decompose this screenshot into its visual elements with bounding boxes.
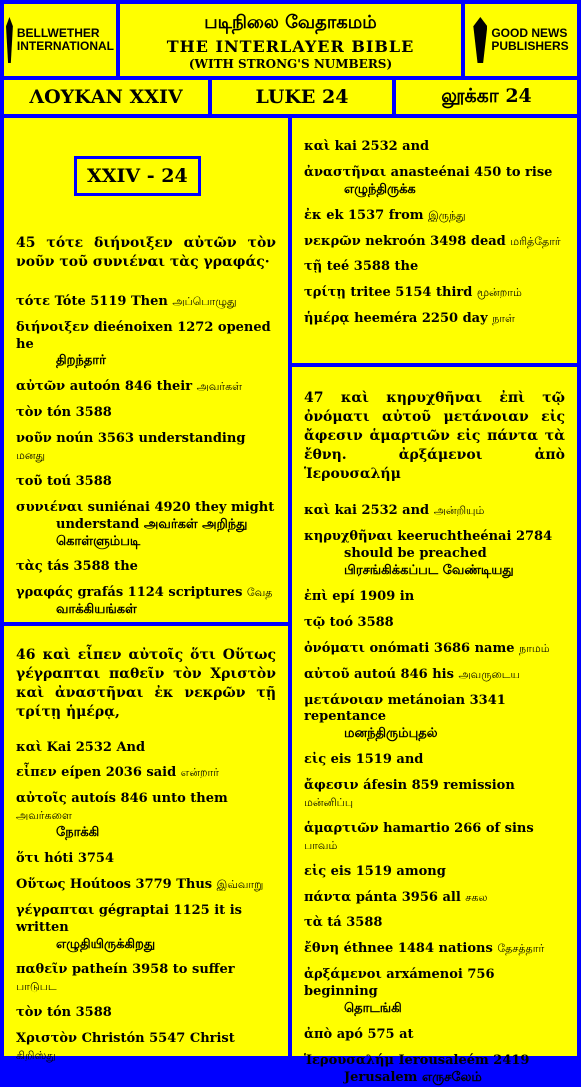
transliteration: toú 3588 [46,473,112,489]
bellwether-line1: BELLWETHER [16,26,100,41]
transliteration: arxámenoi 756 beginning [304,967,495,1000]
book-greek: ΛΟΥΚΑΝ XXIV [4,80,208,114]
verse-47-entries [304,503,565,1086]
word-entry [16,791,276,842]
word-entry [304,864,565,881]
greek-word: εἰς [304,752,327,768]
tamil-gloss: நாமம் [519,641,550,655]
greek-word: γέγραπται [16,902,95,918]
word-entry [16,379,276,396]
transliteration: grafás 1124 scriptures [77,585,243,601]
tamil-gloss: தேசத்தார் [497,942,545,956]
transliteration: tritee 5154 third [350,285,473,301]
word-entry [304,641,565,658]
gloss-continuation: understand அவர்கள் அறிந்து கொள்ளும்படி [56,516,248,549]
greek-word: τοῦ [16,473,43,489]
transliteration: keeruchtheénai 2784 [397,529,553,545]
greek-word: τὰς [16,559,43,575]
transliteration: tón 3588 [46,405,112,421]
gloss-continuation: should be preached பிரசங்கிக்கப்பட வேண்டியது [344,546,514,579]
transliteration: noún 3563 understanding [56,431,246,447]
transliteration: pánta 3956 all [355,889,461,905]
tamil-gloss: என்றார் [180,766,219,780]
greek-word: καὶ [304,503,331,519]
tamil-gloss: சகல [465,890,488,904]
greek-word: αὐτοῦ [304,666,350,682]
transliteration: Tóte 5119 Then [54,293,168,309]
panel-verse-46 [4,626,288,1063]
greek-word: εἶπεν [16,765,57,781]
gloss-continuation: எழுந்திருக்க [344,181,416,197]
transliteration: autoú 846 his [354,666,454,682]
transliteration: toó 3588 [329,614,394,630]
transliteration: eis 1519 among [330,863,446,879]
word-entry [16,474,276,491]
verse-45-text: 45 τότε διήνοιξεν αὐτῶν τὸν νοῦν τοῦ συνιέναι τὰς γραφάς· [16,235,276,270]
word-entry [16,962,276,996]
goodnews-line2: PUBLISHERS [491,39,569,53]
greek-word: ἁμαρτιῶν [304,820,379,836]
book-tamil: லூக்கா 24 [396,80,577,114]
transliteration: onómati 3686 name [369,640,515,656]
transliteration: Hoútoos 3779 Thus [69,876,213,892]
greek-word: ὅτι [16,851,40,867]
tamil-gloss: அவர்கள் [196,380,243,394]
transliteration: patheín 3958 to suffer [71,962,235,978]
bellwether-line2: INTERNATIONAL [16,39,114,53]
transliteration: hamartio 266 of sins [383,820,534,836]
transliteration: autoís 846 unto them [71,791,228,807]
greek-word: ἐπὶ [304,589,328,605]
word-entry [16,903,276,954]
transliteration: kai 2532 and [334,139,430,154]
transliteration: éthnee 1484 nations [343,941,493,957]
greek-word: αὐτῶν [16,379,66,395]
greek-word: τῷ [304,614,326,630]
word-entry [304,529,565,580]
title-english: THE INTERLAYER BIBLE [166,37,415,56]
tamil-gloss: பாடுபட [16,980,57,994]
greek-word: τότε [16,293,51,309]
greek-word: καὶ [304,139,331,154]
goodnews-logo-icon [473,17,487,63]
transliteration: tón 3588 [46,1005,112,1021]
book-english: LUKE 24 [212,80,392,114]
word-entry [16,1005,276,1022]
greek-word: καὶ [16,739,43,755]
greek-word: ὀνόματι [304,640,365,656]
transliteration: autoón 846 their [69,379,193,395]
transliteration: suniénai 4920 they might [87,499,275,515]
bellwether-logo [4,4,116,76]
word-entry [304,693,565,744]
transliteration: heeméra 2250 day [354,311,488,327]
word-entry [304,615,565,632]
transliteration: Ierousaleém 2419 [398,1052,530,1068]
greek-word: ἡμέρᾳ [304,311,350,327]
bellwether-logo-icon [6,17,13,63]
word-entry [304,1053,565,1087]
transliteration: nekroón 3498 dead [365,233,506,249]
greek-word: ἀναστῆναι [304,164,387,180]
transliteration: metánoian 3341 repentance [304,692,506,725]
greek-word: τὸν [16,405,43,421]
word-entry [16,851,276,868]
transliteration: Kai 2532 And [46,739,146,755]
gloss-continuation: தொடங்கி [344,1001,402,1017]
word-entry [304,1027,565,1044]
transliteration: anasteénai 450 to rise [390,164,553,180]
verse-45-entries [16,294,276,619]
word-entry [304,752,565,769]
greek-word: παθεῖν [16,962,68,978]
gloss-continuation: மனந்திரும்புதல் [344,726,438,742]
gloss-continuation: Jerusalem எருசலேம் [344,1069,482,1085]
greek-word: κηρυχθῆναι [304,529,393,545]
word-entry [304,821,565,855]
transliteration: epí 1909 in [332,589,415,605]
greek-word: αὐτοῖς [16,791,67,807]
tamil-gloss: நாள் [492,312,515,326]
word-entry [304,165,565,199]
greek-word: ἔθνη [304,941,340,957]
page-title [120,4,461,76]
word-entry [16,431,276,465]
word-entry [304,311,565,328]
greek-word: συνιέναι [16,499,84,515]
tamil-gloss: கிறிஸ்து [16,1049,56,1063]
transliteration: kai 2532 and [334,503,430,519]
panel-verse-45 [4,118,288,622]
greek-word: πάντα [304,889,352,905]
greek-word: νοῦν [16,431,52,447]
word-entry [304,667,565,684]
tamil-gloss: இவ்வாறு [216,877,264,891]
word-entry [16,559,276,576]
transliteration: apó 575 at [336,1026,414,1042]
greek-word: ἄφεσιν [304,778,359,794]
transliteration: teé 3588 the [326,259,419,275]
greek-word: ἀπὸ [304,1026,333,1042]
word-entry [304,778,565,812]
title-tamil: படிநிலை வேதாகமம் [204,12,377,33]
verse-47-text: 47 καὶ κηρυχθῆναι ἐπὶ τῷ ὀνόματι αὐτοῦ μετάνοιαν εἰς ἄφεσιν ἁμαρτιῶν εἰς πάντα τὰ ἔθνη. ἀρξάμενοι ἀπὸ Ἱερουσαλήμ [304,390,565,482]
word-entry [304,890,565,907]
word-entry [304,208,565,225]
word-entry [304,259,565,276]
word-entry [304,503,565,520]
word-entry [16,294,276,311]
greek-word: ἀρξάμενοι [304,967,382,983]
greek-word: τὸν [16,1005,43,1021]
word-entry [16,877,276,894]
greek-word: Οὕτως [16,876,66,892]
tamil-gloss: அவருடைய [458,667,520,681]
transliteration: tá 3588 [327,915,383,931]
transliteration: dieénoixen 1272 opened he [16,319,271,352]
greek-word: νεκρῶν [304,233,361,249]
tamil-gloss: இருந்து [428,208,466,222]
tamil-gloss: அப்பொழுது [172,294,237,308]
greek-word: Ἱερουσαλήμ [304,1052,394,1068]
goodnews-line1: GOOD NEWS [491,26,568,41]
tamil-gloss: பாவம் [304,838,338,852]
gloss-continuation: திறந்தார் [56,353,106,369]
word-entry [16,500,276,551]
tamil-gloss: அவர்களை [16,809,72,823]
transliteration: gégraptai 1125 it is written [16,902,242,935]
tamil-gloss: மன்னிப்பு [304,796,354,810]
tamil-gloss: மூன்றாம் [476,286,522,300]
word-entry [16,1031,276,1065]
verse-46-cont-entries [304,139,565,328]
word-entry [16,740,276,757]
transliteration: áfesin 859 remission [363,778,515,794]
gloss-continuation: நோக்கி [56,825,100,841]
word-entry [304,234,565,251]
tamil-gloss: மனது [16,449,46,463]
transliteration: ek 1537 from [326,207,424,223]
gloss-continuation: எழுதியிருக்கிறது [56,936,156,952]
greek-word: μετάνοιαν [304,692,384,708]
greek-word: διήνοιξεν [16,319,90,335]
word-entry [304,589,565,606]
panel-verse-47 [292,367,577,1085]
panel-verse-46-cont [292,118,577,363]
transliteration: eípen 2036 said [61,765,177,781]
transliteration: hóti 3754 [44,851,115,867]
word-entry [304,285,565,302]
chapter-label: XXIV - 24 [74,156,201,196]
goodnews-logo [465,4,577,76]
greek-word: εἰς [304,863,327,879]
tamil-gloss: அன்றியும் [433,504,485,518]
word-entry [16,405,276,422]
tamil-gloss: மரித்தோர் [510,234,561,248]
transliteration: eis 1519 and [330,752,424,768]
word-entry [304,967,565,1018]
title-sub: (WITH STRONG'S NUMBERS) [188,57,393,71]
gloss-continuation: வாக்கியங்கள் [56,602,137,618]
greek-word: Χριστὸν [16,1031,78,1047]
greek-word: γραφάς [16,585,73,601]
word-entry [304,139,565,156]
transliteration: Christón 5547 Christ [81,1031,235,1047]
greek-word: τῇ [304,259,323,275]
greek-word: ἐκ [304,207,322,223]
verse-46-entries [16,740,276,1065]
word-entry [16,585,276,619]
word-entry [304,941,565,958]
tamil-gloss: வேத [246,586,273,600]
greek-word: τρίτῃ [304,285,346,301]
verse-46-text: 46 καὶ εἶπεν αὐτοῖς ὅτι Οὕτως γέγραπται παθεῖν τὸν Χριστὸν καὶ ἀναστῆναι ἐκ νεκρῶν τῇ τρίτῃ ἡμέρᾳ, [16,647,276,720]
transliteration: tás 3588 the [47,559,138,575]
word-entry [304,915,565,932]
word-entry [16,765,276,782]
greek-word: τὰ [304,915,323,931]
word-entry [16,320,276,371]
